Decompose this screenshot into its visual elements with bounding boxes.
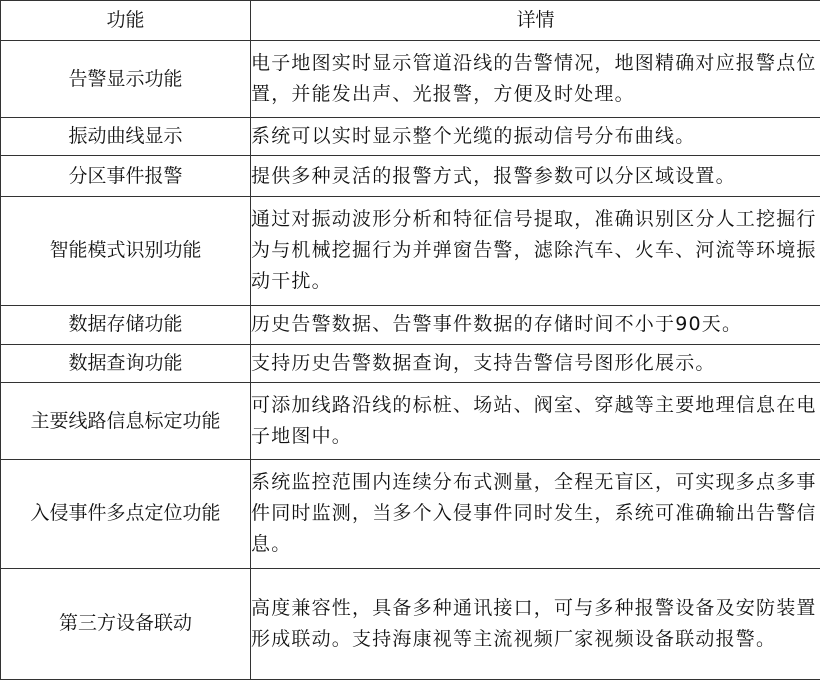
- table-row: [1, 344, 820, 382]
- header-detail: 详情: [251, 1, 820, 41]
- table-row: [1, 118, 820, 156]
- detail-cell: 电子地图实时显示管道沿线的告警情况，地图精确对应报警点位置，并能发出声、光报警，方便及时处理。: [251, 41, 820, 118]
- detail-cell: 提供多种灵活的报警方式，报警参数可以分区域设置。: [251, 156, 820, 196]
- table-row: [1, 305, 820, 344]
- detail-cell: 可添加线路沿线的标桩、场站、阀室、穿越等主要地理信息在电子地图中。: [251, 383, 820, 460]
- table-row: [1, 459, 820, 568]
- function-cell: 主要线路信息标定功能: [1, 383, 251, 460]
- function-cell: 数据查询功能: [1, 344, 251, 382]
- function-cell: 数据存储功能: [1, 305, 251, 344]
- function-cell: 入侵事件多点定位功能: [1, 459, 251, 568]
- detail-cell: 系统监控范围内连续分布式测量，全程无盲区，可实现多点多事件同时监测，当多个入侵事件同时发生，系统可准确输出告警信息。: [251, 459, 820, 568]
- table-header-row: [1, 1, 820, 41]
- function-cell: 分区事件报警: [1, 156, 251, 196]
- header-function: 功能: [1, 1, 251, 41]
- function-cell: 振动曲线显示: [1, 118, 251, 156]
- detail-cell: 系统可以实时显示整个光缆的振动信号分布曲线。: [251, 118, 820, 156]
- detail-cell: 历史告警数据、告警事件数据的存储时间不小于90天。: [251, 305, 820, 344]
- function-cell: 第三方设备联动: [1, 568, 251, 679]
- table-row: [1, 568, 820, 679]
- table-row: [1, 383, 820, 460]
- detail-cell: 支持历史告警数据查询，支持告警信号图形化展示。: [251, 344, 820, 382]
- detail-cell: 高度兼容性，具备多种通讯接口，可与多种报警设备及安防装置形成联动。支持海康视等主流视频厂家视频设备联动报警。: [251, 568, 820, 679]
- table-row: [1, 41, 820, 118]
- function-cell: 智能模式识别功能: [1, 196, 251, 305]
- function-cell: 告警显示功能: [1, 41, 251, 118]
- table-row: [1, 196, 820, 305]
- table-row: [1, 156, 820, 196]
- detail-cell: 通过对振动波形分析和特征信号提取，准确识别区分人工挖掘行为与机械挖掘行为并弹窗告警，滤除汽车、火车、河流等环境振动干扰。: [251, 196, 820, 305]
